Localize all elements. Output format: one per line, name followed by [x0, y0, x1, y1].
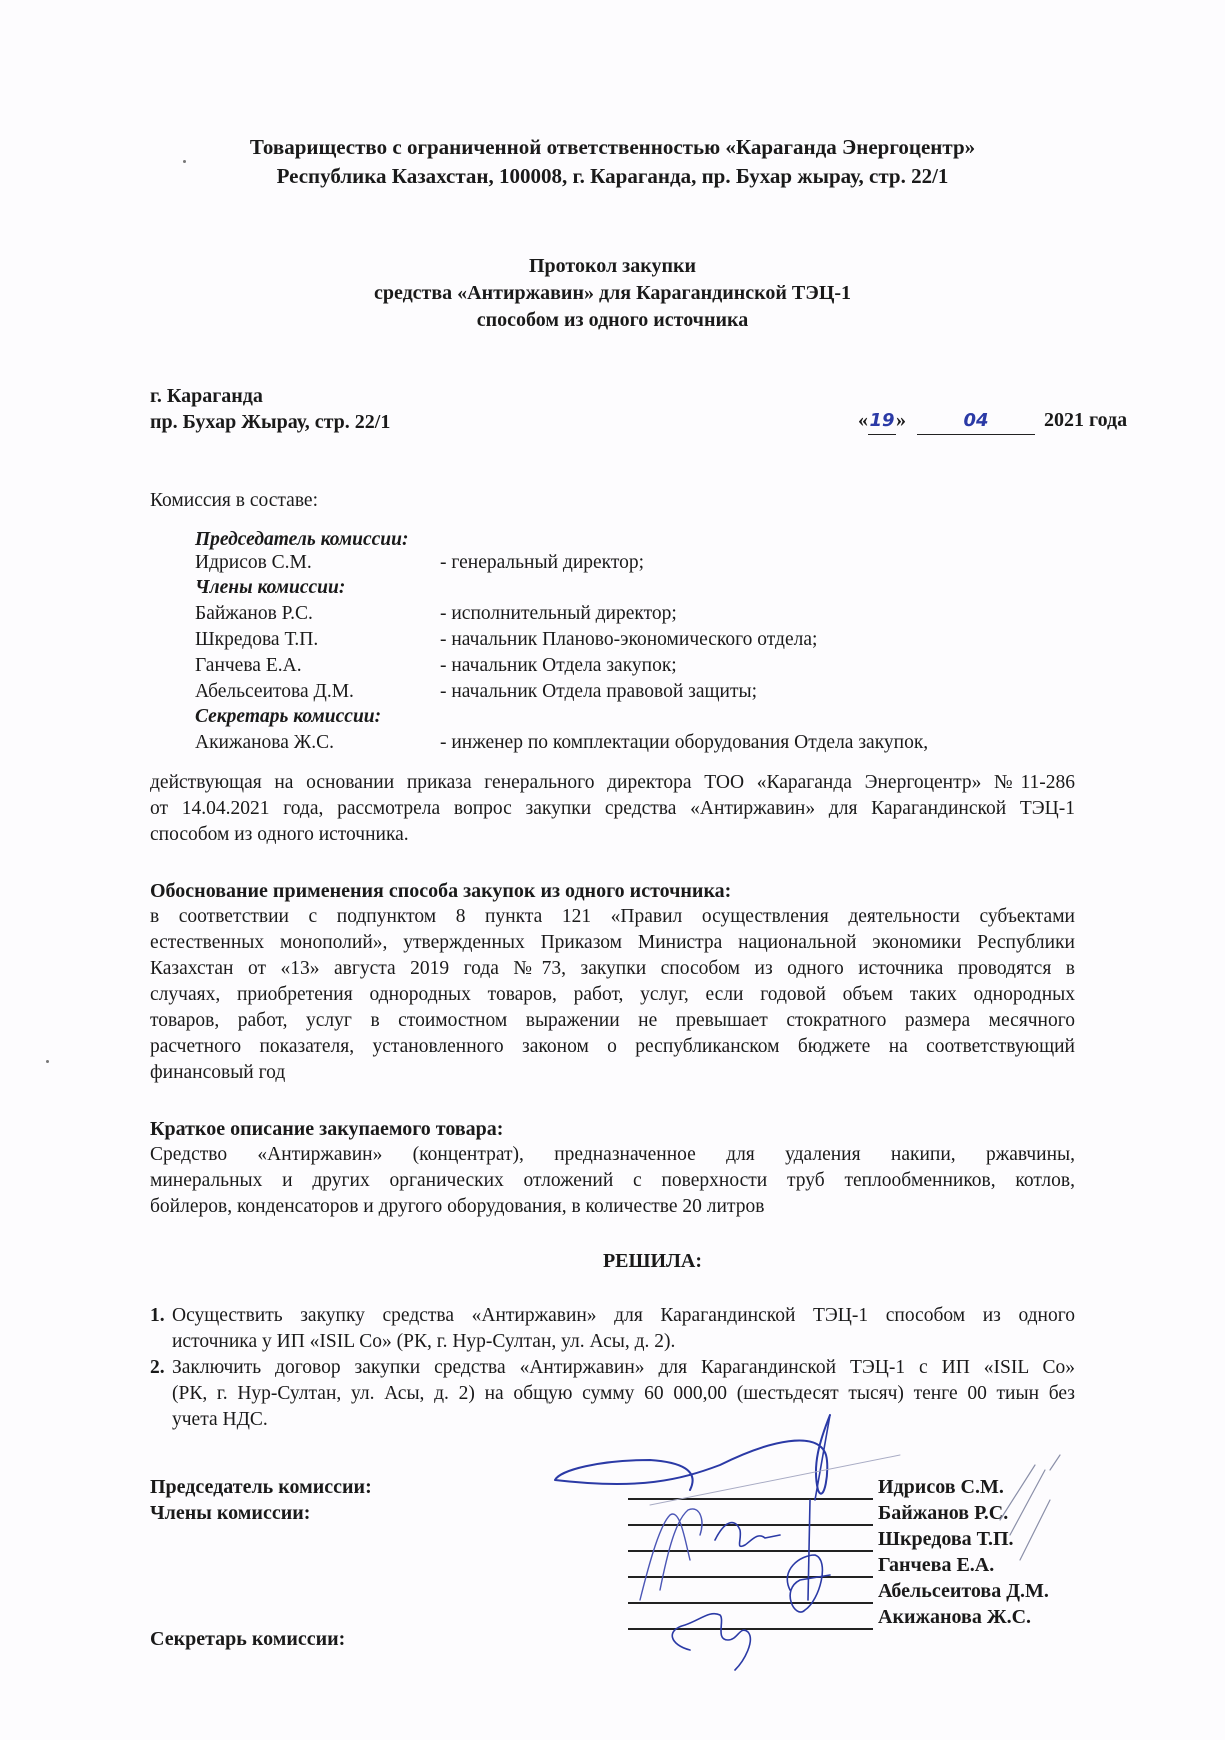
description-line: бойлеров, конденсаторов и другого оборудования, в количестве 20 литров — [150, 1196, 765, 1217]
decision-line: учета НДС. — [172, 1409, 268, 1430]
signature-faint — [650, 1455, 900, 1505]
justification-line: случаях, приобретения однородных товаров, работ, услуг, если годовой объем таких однородных — [150, 984, 1075, 1005]
signature-chair — [555, 1415, 830, 1494]
decision-number: 2. — [150, 1357, 165, 1378]
justification-line: в соответствии с подпунктом 8 пункта 121 «Правил осуществления деятельности субъектами — [150, 906, 1075, 927]
justification-line: расчетного показателя, установленного законом о республиканском бюджете на соответствующий — [150, 1036, 1075, 1057]
signer-name: Байжанов Р.С. — [878, 1502, 1009, 1524]
decision-line: (РК, г. Нур-Султан, ул. Асы, д. 2) на общую сумму 60 000,00 (шестьдесят тысяч) тенге 00 тиын без — [172, 1383, 1075, 1404]
intro-line: способом из одного источника. — [150, 824, 409, 845]
sign-members-label: Члены комиссии: — [150, 1502, 311, 1524]
intro-line: действующая на основании приказа генерального директора ТОО «Караганда Энергоцентр» №11-286 — [150, 772, 1075, 793]
signature-member — [715, 1523, 780, 1547]
decision-line: Заключить договор закупки средства «Антиржавин» для Карагандинской ТЭЦ-1 с ИП «ISIL Co» — [172, 1357, 1075, 1378]
members-heading: Члены комиссии: — [195, 577, 346, 598]
chair-role: - генеральный директор; — [440, 552, 645, 573]
date-year: 2021 года — [1044, 409, 1128, 431]
date-day: 19 — [869, 410, 895, 431]
sign-secretary-label: Секретарь комиссии: — [150, 1628, 346, 1650]
member-name: Ганчева Е.А. — [195, 655, 302, 676]
doc-title-line2: средства «Антиржавин» для Карагандинской ТЭЦ-1 — [373, 282, 852, 304]
member-role: - начальник Отдела закупок; — [440, 655, 677, 676]
decision-line: Осуществить закупку средства «Антиржавин» для Карагандинской ТЭЦ-1 способом из одного — [172, 1305, 1075, 1326]
signer-name: Акижанова Ж.С. — [878, 1606, 1032, 1628]
date-close-quote: » — [896, 409, 906, 431]
member-name: Абельсеитова Д.М. — [195, 681, 354, 702]
date-open-quote: « — [858, 409, 868, 431]
description-line: Средство «Антиржавин» (концентрат), предназначенное для удаления накипи, ржавчины, — [150, 1144, 1075, 1165]
signature-margin — [1000, 1455, 1060, 1560]
chair-name: Идрисов С.М. — [195, 552, 312, 573]
signer-name: Абельсеитова Д.М. — [878, 1580, 1049, 1602]
signer-name: Шкредова Т.П. — [878, 1528, 1014, 1550]
signature-member — [640, 1509, 702, 1600]
secretary-role: - инженер по комплектации оборудования Отдела закупок, — [440, 732, 929, 753]
decision-number: 1. — [150, 1305, 165, 1326]
secretary-heading: Секретарь комиссии: — [195, 706, 382, 727]
decision-line: источника у ИП «ISIL Co» (РК, г. Нур-Султан, ул. Асы, д. 2). — [172, 1331, 676, 1352]
commission-intro: Комиссия в составе: — [150, 490, 318, 511]
intro-line: от 14.04.2021 года, рассмотрела вопрос закупки средства «Антиржавин» для Карагандинской ТЭЦ-1 — [150, 798, 1075, 819]
signature-secretary — [672, 1614, 750, 1670]
doc-title-line1: Протокол закупки — [528, 255, 697, 277]
description-line: минеральных и других органических отложений с поверхности труб теплообменников, котлов, — [150, 1170, 1075, 1191]
company-name: Товарищество с ограниченной ответственностью «Караганда Энергоцентр» — [249, 135, 976, 159]
justification-line: финансовый год — [150, 1062, 286, 1083]
justification-heading: Обоснование применения способа закупок из одного источника: — [150, 880, 732, 902]
doc-title-line3: способом из одного источника — [476, 309, 749, 331]
company-address: Республика Казахстан, 100008, г. Караганда, пр. Бухар жырау, стр. 22/1 — [276, 164, 949, 188]
secretary-name: Акижанова Ж.С. — [195, 732, 335, 753]
chair-heading: Председатель комиссии: — [195, 529, 409, 550]
date-month: 04 — [963, 410, 989, 431]
signer-name: Ганчева Е.А. — [878, 1554, 995, 1576]
justification-line: товаров, работ, услуг в стоимостном выражении не превышает стократного размера месячного — [150, 1010, 1075, 1031]
member-role: - начальник Отдела правовой защиты; — [440, 681, 757, 702]
place-street: пр. Бухар Жырау, стр. 22/1 — [150, 411, 391, 433]
member-role: - начальник Планово-экономического отдела; — [440, 629, 818, 650]
justification-line: естественных монополий», утвержденных Приказом Министра национальной экономики Республики — [150, 932, 1075, 953]
sign-chair-label: Председатель комиссии: — [150, 1476, 372, 1498]
decision-heading: РЕШИЛА: — [602, 1250, 703, 1272]
signer-name: Идрисов С.М. — [878, 1476, 1004, 1498]
justification-line: Казахстан от «13» августа 2019 года №73, закупки способом из одного источника проводятся в — [150, 958, 1075, 979]
place-city: г. Караганда — [150, 385, 263, 407]
signature-member — [787, 1500, 830, 1612]
member-name: Шкредова Т.П. — [195, 629, 319, 650]
description-heading: Краткое описание закупаемого товара: — [150, 1118, 504, 1140]
member-role: - исполнительный директор; — [440, 603, 677, 624]
member-name: Байжанов Р.С. — [195, 603, 313, 624]
